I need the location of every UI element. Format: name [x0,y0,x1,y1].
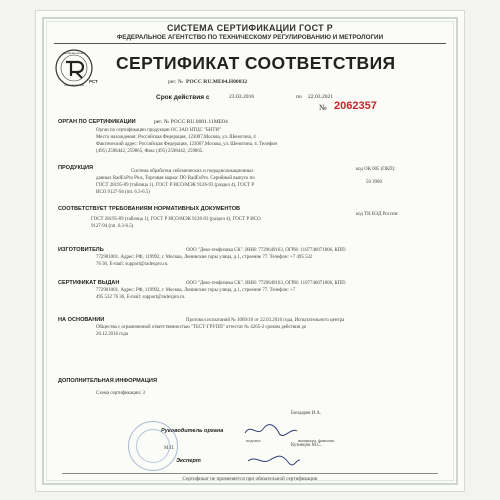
registration-label: рег. № [168,79,184,85]
requirements-label: СООТВЕТСТВУЕТ ТРЕБОВАНИЯМ НОРМАТИВНЫХ ДОКУМЕНТОВ [58,206,241,212]
head-signature [241,421,301,439]
head-of-body-label: Руководитель органа [161,428,224,434]
header-divider [54,43,446,44]
issued-to-label: СЕРТИФИКАТ ВЫДАН [58,280,120,286]
manufacturer-line: 76 36, E-mail: support@radexpro.ru. [96,262,169,267]
serial-number: 2062357 [334,100,377,112]
agency-name: ФЕДЕРАЛЬНОЕ АГЕНТСТВО ПО ТЕХНИЧЕСКОМУ РЕГУЛИРОВАНИЮ И МЕТРОЛОГИИ [116,34,384,41]
footer-divider [62,473,438,474]
svg-text:сертификация: сертификация [63,83,85,87]
product-line: данных RadExPro Plus, Торговая марка: ПО RadExPro. Серийный выпуск по [96,176,255,181]
cert-body-line: Фактический адрес: Российская Федерация, 123007,Москва, ул. Шеногина, 4. Телефон [96,142,278,147]
okp-code-value: 50 3900 [366,180,382,185]
svg-text:РСТ: РСТ [89,79,98,84]
official-stamp [128,421,178,471]
registration-number: РОСС RU.МЕ04.Н00832 [186,79,248,85]
basis-label: НА ОСНОВАНИИ [58,317,105,323]
validity-label: Срок действия с [156,94,210,101]
product-line: ИСО 9127-94 (пп. 6.3-6.5) [96,190,150,195]
okp-code-label: код ОК 005 (ОКП): [356,167,396,172]
basis-line: Общества с ограниченной ответственностью "ТЕСТ-ГРУПП" аттестат № 4265-2 сроком действия до [96,325,307,330]
validity-to: 22.03.2021 [308,94,334,100]
cert-body-line: (495) 2598442, 259865, Факс (495) 2598442, 259865. [96,149,204,154]
certificate-sheet [35,10,465,492]
product-line: Система обработки сейсмических и георадиолокационных [131,169,254,174]
requirements-line: ГОСТ 28195-89 (таблица 1), ГОСТ Р ИСО/МЭК 9126-93 (раздел 4), ГОСТ Р ИСО [91,217,261,222]
product-line: ГОСТ 28195-89 (таблица 1), ГОСТ Р ИСО/МЭК 9126-93 (раздел 4), ГОСТ Р [96,183,255,188]
issued-to-line: 495 532 76 36, E-mail: support@radexpro.ru. [96,295,186,300]
cert-body-line: Место нахождения: Российская Федерация, 123007,Москва, ул. Шеногина, 4 [96,135,256,140]
validity-from: 23.03.2016 [229,94,255,100]
manufacturer-label: ИЗГОТОВИТЕЛЬ [58,247,104,253]
certificate-title: СЕРТИФИКАТ СООТВЕТСТВИЯ [116,53,396,73]
tnved-code-label: код ТН ВЭД России: [356,212,399,217]
system-title: СИСТЕМА СЕРТИФИКАЦИИ ГОСТ Р [166,23,334,33]
basis-line: 26.12.2016 года [96,332,129,337]
gost-r-logo [54,48,100,88]
requirements-line: 9127-94 (пп. 6.3-6.5) [91,224,134,229]
serial-prefix: № [319,103,327,112]
expert-signature [244,451,304,469]
expert-label: Эксперт [176,458,201,464]
manufacturer-line: ООО "Деко-геофизика СК". ИНН: 7729649163, ОГРН: 1107746071806, КПП: [186,248,347,253]
footer-note: Сертификат не применяется при обязательной сертификации [182,476,318,482]
product-label: ПРОДУКЦИЯ [58,165,94,171]
signature-caption: подпись [246,438,261,443]
cert-body-line: Орган по сертификации продукции ОС ЗАО НТЦС "БНТИ" [96,128,221,133]
certification-scheme: Схема сертификации: 3 [96,391,145,396]
issued-to-line: ООО "Деко-геофизика СК". ИНН: 7729649163, ОГРН: 1107746071806, КПП: [186,281,347,286]
validity-to-label: по [296,94,302,100]
cert-body-label: ОРГАН ПО СЕРТИФИКАЦИИ [58,119,136,125]
cert-body-number: рег. № РОСС RU.0001.11МЕ04 [154,119,228,125]
issued-to-line: 772901001. Адрес: РФ, 119992, г. Москва, Ленинские горы улица, д.1, строение 77. Телефон: +7 [96,288,296,293]
stamp-label: М.П. [164,446,175,451]
expert-name: Кузнецов М.С. [291,443,322,448]
basis-line: Протокол испытаний № 1069/16 от 22.03.2016 года, Испытательного центра [186,318,345,323]
head-name-caption: Бондарев И.А. [291,411,322,416]
initials-caption: инициалы, фамилия [298,438,334,443]
additional-info-label: ДОПОЛНИТЕЛЬНАЯ ИНФОРМАЦИЯ [58,378,157,384]
gost-r-logo-icon [54,48,100,88]
svg-text:Добровольная: Добровольная [63,51,85,56]
manufacturer-line: 772901001. Адрес: РФ, 119992, г. Москва, Ленинские горы улица, д.1, строение 77. Телефон: +7 495 532 [96,255,313,260]
